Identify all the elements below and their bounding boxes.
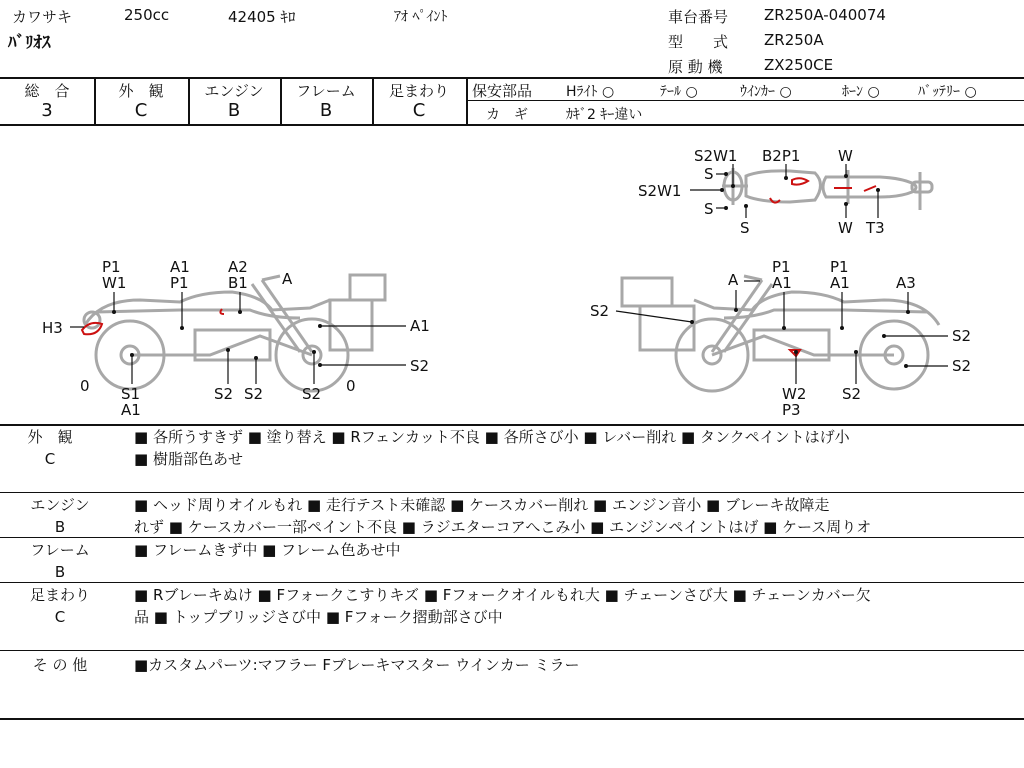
maker: カワサキ — [12, 8, 73, 26]
label-b2p1: B2P1 — [762, 147, 801, 165]
label-right-p3: P3 — [782, 401, 801, 419]
safety-tail: ﾃｰﾙ ○ — [660, 84, 698, 100]
label-left-s1: S1 — [121, 385, 141, 403]
key-value: ｶｷﾞ2 ｷｰ違い — [566, 107, 643, 123]
remarks-divider — [0, 492, 1024, 493]
label-left-a1: A1 — [170, 258, 190, 276]
overall-grade-label: 総 合 — [24, 82, 70, 100]
frame-no-label: 車台番号 — [668, 8, 729, 26]
left-side-bike — [82, 275, 385, 391]
section-frame-text: ■ フレームきず中 ■ フレーム色あせ中 — [134, 541, 401, 559]
section-exterior-text: ■ 各所うすきず ■ 塗り替え ■ Rフェンカット不良 ■ 各所さび小 ■ レバー削れ ■ タンクペイントはげ小 ■ 樹脂部色あせ — [134, 428, 850, 468]
safety-label: 保安部品 — [472, 82, 533, 100]
section-suspension-label: 足まわり C — [29, 586, 90, 626]
engine-grade-label: エンジン — [204, 82, 264, 100]
safety-battery: ﾊﾞｯﾃﾘｰ ○ — [918, 84, 977, 100]
label-left-h3: H3 — [42, 319, 63, 337]
type-value: ZR250A — [764, 31, 824, 49]
model-name: ﾊﾞﾘｵｽ — [8, 33, 51, 53]
overall-grade-value: 3 — [41, 100, 53, 121]
suspension-grade-value: C — [412, 100, 426, 121]
label-right-s2d: S2 — [842, 385, 862, 403]
label-left-a2: A2 — [228, 258, 248, 276]
body-color: ｱｵ ﾍﾟｲﾝﾄ — [394, 9, 448, 25]
section-suspension-text: ■ Rブレーキぬけ ■ Fフォークこすりキズ ■ Fフォークオイルもれ大 ■ チェーンさび大 ■ チェーンカバー欠 品 ■ トップブリッジさび中 ■ Fフォーク摺動部さび中 — [134, 586, 871, 626]
label-right-p1b: P1 — [830, 258, 849, 276]
label-right-a1b: A1 — [830, 274, 850, 292]
engine-model-label: 原 動 機 — [668, 58, 723, 76]
remarks-divider — [0, 650, 1024, 651]
grade-col-divider — [466, 77, 468, 125]
label-right-w2: W2 — [782, 385, 807, 403]
exterior-grade-label: 外 観 — [118, 82, 164, 100]
label-w-top: W — [838, 147, 853, 165]
key-label: カ ギ — [486, 107, 528, 123]
section-other-text: ■カスタムパーツ:マフラー Fブレーキマスター ウインカー ミラー — [134, 656, 580, 674]
label-left-p1: P1 — [102, 258, 121, 276]
label-left-s2c: S2 — [244, 385, 264, 403]
label-left-b1: B1 — [228, 274, 248, 292]
label-s-top-a: S — [704, 165, 714, 183]
engine-grade-value: B — [227, 100, 241, 121]
engine-model: ZX250CE — [764, 56, 834, 74]
label-left-zero-a: 0 — [80, 377, 90, 395]
label-left-s2a: S2 — [410, 357, 430, 375]
safety-winker: ｳｲﾝｶｰ ○ — [740, 84, 792, 100]
safety-horn: ﾎｰﾝ ○ — [842, 84, 880, 100]
grade-table-top-border — [0, 77, 1024, 79]
label-left-s2d: S2 — [302, 385, 322, 403]
label-left-a: A — [282, 270, 293, 288]
label-s2w1-side: S2W1 — [638, 182, 682, 200]
section-other-label: そ の 他 — [32, 656, 88, 674]
remarks-bottom-border — [0, 718, 1024, 720]
type-label: 型 式 — [668, 33, 729, 51]
label-s2w1-top: S2W1 — [694, 147, 738, 165]
frame-grade-value: B — [319, 100, 333, 121]
label-t3: T3 — [866, 219, 885, 237]
label-left-a1c: A1 — [121, 401, 141, 419]
label-s-top-c: S — [740, 219, 750, 237]
section-engine-text: ■ ヘッド周りオイルもれ ■ 走行テスト未確認 ■ ケースカバー削れ ■ エンジン音小 ■ ブレーキ故障走 れず ■ ケースカバー一部ペイント不良 ■ ラジエターコアへこみ小 ■ エンジンペイントはげ ■ ケース周りオ — [134, 496, 872, 536]
remarks-divider — [0, 582, 1024, 583]
exterior-grade-value: C — [134, 100, 148, 121]
mileage: 42405 ｷﾛ — [228, 8, 296, 26]
label-left-p1b: P1 — [170, 274, 189, 292]
frame-grade-label: フレーム — [296, 82, 356, 100]
label-right-s2a: S2 — [590, 302, 610, 320]
label-left-zero-b: 0 — [346, 377, 356, 395]
label-right-s2c: S2 — [952, 357, 972, 375]
label-s-top-b: S — [704, 200, 714, 218]
label-right-a: A — [728, 271, 739, 289]
label-left-a1b: A1 — [410, 317, 430, 335]
section-engine-label: エンジン B — [30, 496, 90, 536]
displacement: 250cc — [124, 6, 170, 24]
safety-headlight: Hﾗｲﾄ ○ — [566, 84, 615, 100]
suspension-grade-label: 足まわり — [388, 82, 449, 100]
label-right-a1: A1 — [772, 274, 792, 292]
section-frame-label: フレーム B — [30, 541, 90, 581]
label-right-p1: P1 — [772, 258, 791, 276]
label-right-s2b: S2 — [952, 327, 972, 345]
label-w-bottom: W — [838, 219, 853, 237]
right-side-bike — [622, 276, 939, 391]
section-exterior-label: 外 観 C — [27, 428, 73, 468]
label-left-w1: W1 — [102, 274, 127, 292]
label-right-a3: A3 — [896, 274, 916, 292]
motorcycle-damage-diagram — [0, 124, 1024, 424]
top-view-bike — [722, 168, 932, 210]
frame-no: ZR250A-040074 — [764, 6, 886, 24]
label-left-s2b: S2 — [214, 385, 234, 403]
